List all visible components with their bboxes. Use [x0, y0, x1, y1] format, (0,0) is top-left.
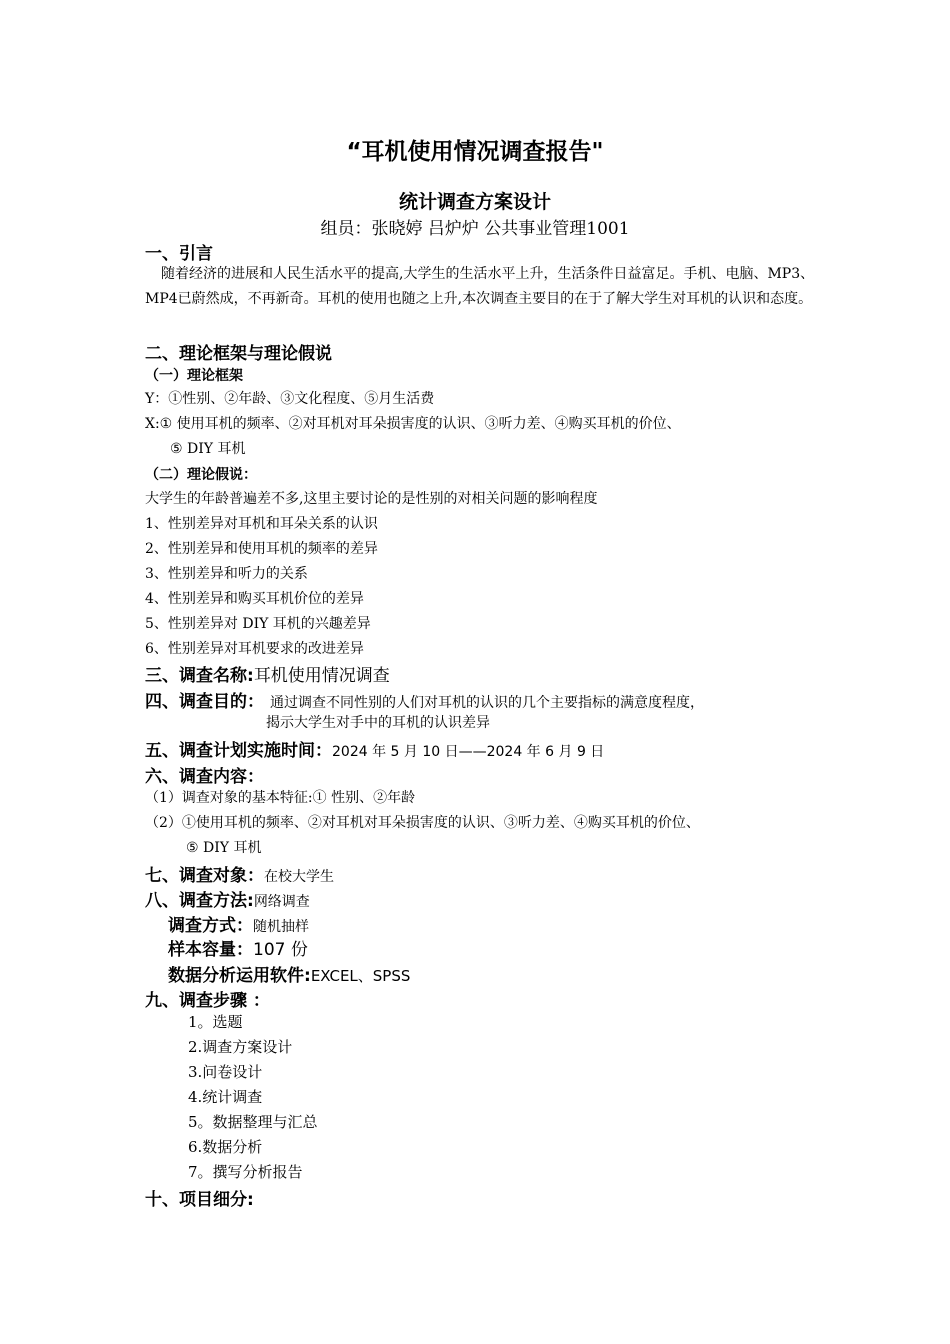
- section-2-heading: 二、理论框架与理论假说: [145, 344, 332, 364]
- software-label: 数据分析运用软件:: [168, 966, 311, 986]
- document-subtitle: 统计调查方案设计: [398, 191, 551, 213]
- section-3-line: [145, 661, 390, 686]
- survey-mode-label: 调查方式：: [168, 916, 253, 936]
- section-7-line: [145, 861, 334, 886]
- sample-size-label: 样本容量：: [168, 940, 253, 960]
- section-4-heading: 四、调查目的：: [145, 692, 264, 712]
- step-item: 4.统计调查: [188, 1088, 263, 1106]
- section-5-line: [145, 736, 604, 761]
- hypothesis-item: 5、性别差异对 DIY 耳机的兴趣差异: [145, 616, 371, 632]
- section-9-heading: 九、调查步骤 ：: [145, 991, 270, 1011]
- step-item: 7。撰写分析报告: [188, 1163, 303, 1181]
- section-6-heading: 六、调查内容：: [145, 767, 264, 787]
- section-2-sub2-heading: （二）理论假说：: [145, 467, 257, 483]
- survey-purpose-line1: 通过调查不同性别的人们对耳机的认识的几个主要指标的满意度程度，: [270, 695, 704, 711]
- section-8-heading: 八、调查方法:: [145, 891, 254, 911]
- sample-size-value: 107 份: [253, 940, 308, 960]
- software-line: [168, 961, 410, 986]
- content-line2: （2）①使用耳机的频率、②对耳机对耳朵损害度的认识、③听力差、④购买耳机的价位、: [145, 815, 700, 831]
- section-1-body: 随着经济的进展和人民生活水平的提高,大学生的生活水平上升，生活条件日益富足。手机、电脑、MP3、MP4已蔚然成，不再新奇。耳机的使用也随之上升,本次调查主要目的在于了解大学生对耳机的认识和态度。: [145, 266, 815, 307]
- variables-x-line1: X:① 使用耳机的频率、②对耳机对耳朵损害度的认识、③听力差、④购买耳机的价位、: [145, 416, 681, 432]
- section-10-heading: 十、项目细分:: [145, 1190, 254, 1210]
- survey-name: 耳机使用情况调查: [253, 666, 390, 686]
- section-7-heading: 七、调查对象：: [145, 866, 264, 886]
- hypothesis-intro: 大学生的年龄普遍差不多,这里主要讨论的是性别的对相关问题的影响程度: [145, 491, 598, 507]
- survey-period: 2024 年 5 月 10 日——2024 年 6 月 9 日: [332, 744, 605, 760]
- survey-subject: 在校大学生: [264, 869, 334, 885]
- section-2-sub1-heading: （一）理论框架: [145, 368, 243, 384]
- section-5-heading: 五、调查计划实施时间：: [145, 741, 332, 761]
- survey-purpose-line2: 揭示大学生对手中的耳机的认识差异: [266, 715, 490, 731]
- variables-y: Y：①性别、②年龄、③文化程度、⑤月生活费: [145, 391, 435, 407]
- content-line3: ⑤ DIY 耳机: [186, 840, 262, 856]
- section-1-heading: 一、引言: [145, 244, 213, 264]
- document-title: “耳机使用情况调查报告": [346, 139, 604, 165]
- hypothesis-item: 1、性别差异对耳机和耳朵关系的认识: [145, 516, 378, 532]
- section-8-line: [145, 886, 310, 911]
- hypothesis-item: 4、性别差异和购买耳机价位的差异: [145, 591, 364, 607]
- step-item: 5。数据整理与汇总: [188, 1113, 318, 1131]
- step-item: 2.调查方案设计: [188, 1038, 293, 1056]
- variables-x-line2: ⑤ DIY 耳机: [170, 441, 246, 457]
- survey-method: 网络调查: [253, 894, 310, 910]
- hypothesis-item: 2、性别差异和使用耳机的频率的差异: [145, 541, 378, 557]
- survey-mode-value: 随机抽样: [253, 919, 309, 935]
- group-members: 组员：张晓婷 吕炉炉 公共事业管理1001: [320, 219, 630, 239]
- step-item: 6.数据分析: [188, 1138, 263, 1156]
- step-item: 3.问卷设计: [188, 1063, 263, 1081]
- section-4-line: [145, 687, 704, 712]
- step-item: 1。选题: [188, 1013, 243, 1031]
- survey-mode-line: [168, 911, 309, 936]
- hypothesis-item: 6、性别差异对耳机要求的改进差异: [145, 641, 364, 657]
- sample-size-line: [168, 935, 308, 960]
- section-3-heading: 三、调查名称:: [145, 666, 254, 686]
- software-value: EXCEL、SPSS: [310, 967, 411, 985]
- hypothesis-item: 3、性别差异和听力的关系: [145, 566, 308, 582]
- content-line1: （1）调查对象的基本特征:① 性别、②年龄: [145, 790, 416, 806]
